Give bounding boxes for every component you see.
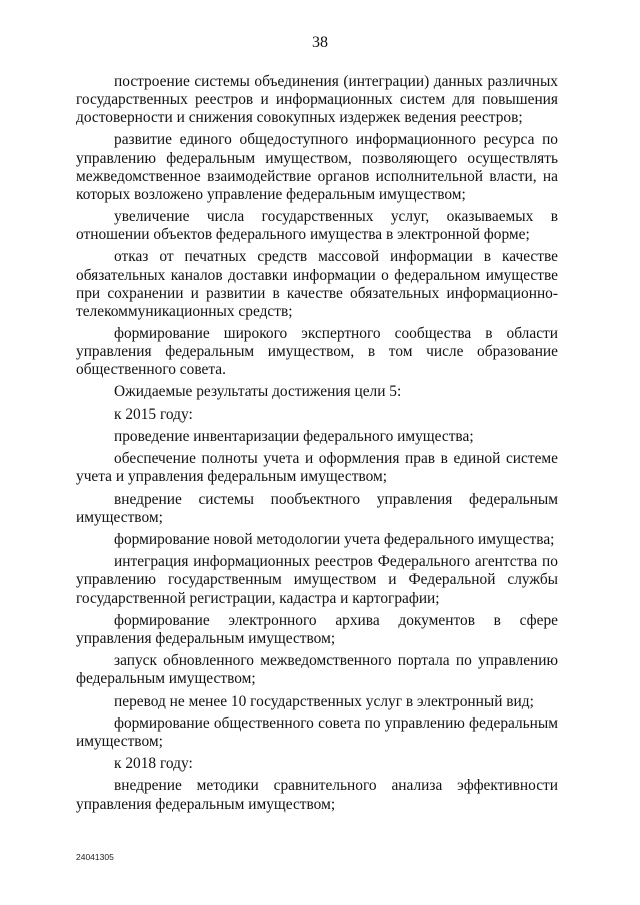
paragraph: формирование широкого экспертного сообщества в области управления федеральным имуществом, в том числе образование общественного совета. [76,324,558,379]
paragraph: запуск обновленного межведомственного портала по управлению федеральным имуществом; [76,652,558,688]
year-heading-2015: к 2015 году: [114,405,193,423]
paragraph: формирование электронного архива документов в сфере управления федеральным имуществом; [76,611,558,647]
paragraph: внедрение методики сравнительного анализа эффективности управления федеральным имуществом; [76,777,558,813]
paragraph: построение системы объединения (интеграции) данных различных государственных реестров и информационных систем для повышения достоверности и снижения совокупных издержек ведения реестров; [76,73,558,127]
section-heading: Ожидаемые результаты достижения цели 5: [114,383,402,401]
page-number: 38 [312,34,328,51]
year-heading-2018: к 2018 году: [114,755,193,773]
paragraph: проведение инвентаризации федерального имущества; [114,428,474,445]
paragraph: перевод не менее 10 государственных услуг в электронный вид; [114,692,534,710]
paragraph: отказ от печатных средств массовой информации в качестве обязательных каналов доставки информации о федеральном имуществе при сохранении и развитии в качестве обязательных информационно-телекоммуникационных средств; [76,248,558,320]
paragraph: обеспечение полноты учета и оформления прав в единой системе учета и управления федеральным имуществом; [76,450,558,486]
document-code: 24041305 [76,852,114,862]
paragraph: интеграция информационных реестров Федерального агентства по управлению государственным имуществом и Федеральной службы государственной регистрации, кадастра и картографии; [76,553,558,607]
document-body [76,73,558,818]
paragraph: формирование общественного совета по управлению федеральным имуществом; [76,714,558,750]
paragraph: внедрение системы пообъектного управления федеральным имуществом; [76,490,558,526]
paragraph: развитие единого общедоступного информационного ресурса по управлению федеральным имуществом, позволяющего осуществлять межведомственное взаимодействие органов исполнительной власти, на которых возложено управление федеральным имуществом; [76,131,558,203]
paragraph: формирование новой методологии учета федерального имущества; [114,531,555,549]
paragraph: увеличение числа государственных услуг, оказываемых в отношении объектов федерального имущества в электронной форме; [76,208,558,244]
